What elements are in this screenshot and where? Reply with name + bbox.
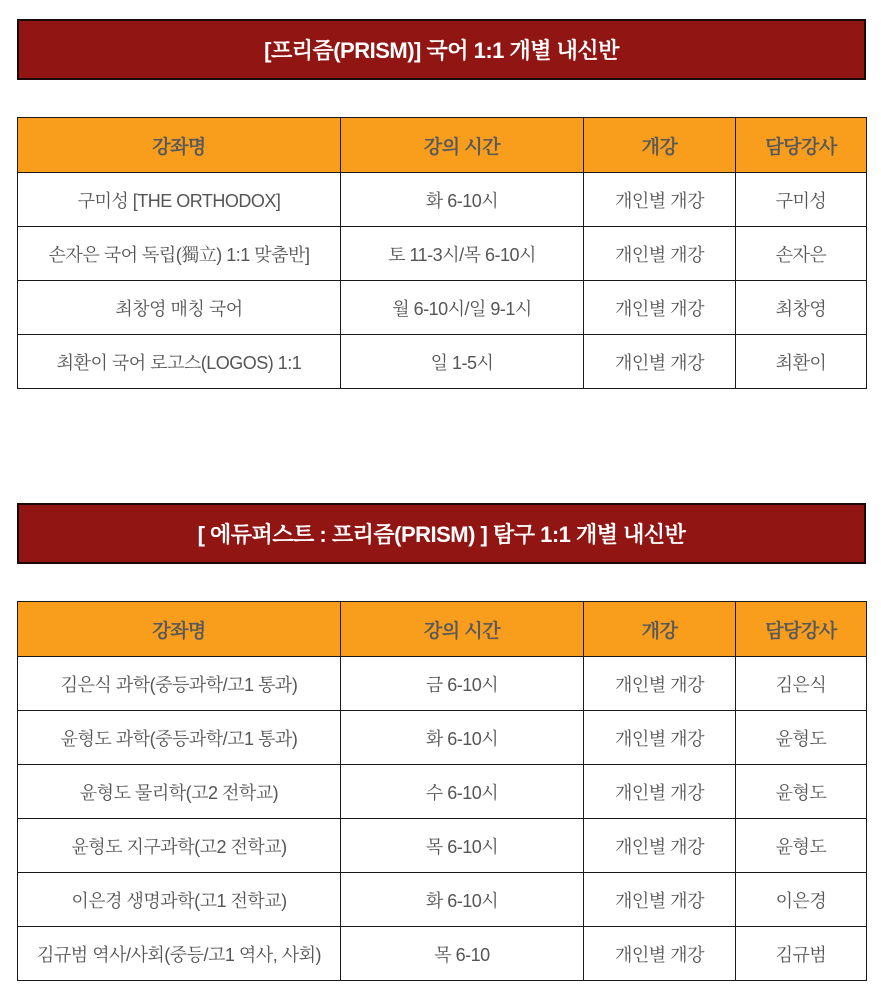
course-name-cell: 최환이 국어 로고스(LOGOS) 1:1 (18, 335, 341, 389)
spacer (17, 80, 866, 117)
instructor-cell: 윤형도 (736, 819, 867, 873)
instructor-cell: 최환이 (736, 335, 867, 389)
lecture-time-cell: 토 11-3시/목 6-10시 (341, 227, 584, 281)
course-row (18, 927, 867, 981)
column-header-instructor: 담당강사 (736, 118, 867, 173)
course-name-cell: 윤형도 물리학(고2 전학교) (18, 765, 341, 819)
inquiry-class-banner-title: [ 에듀퍼스트 : 프리즘(PRISM) ] 탐구 1:1 개별 내신반 (197, 522, 686, 547)
column-header-instructor: 담당강사 (736, 602, 867, 657)
instructor-cell: 김규범 (736, 927, 867, 981)
opening-cell: 개인별 개강 (584, 227, 736, 281)
column-header-course-name: 강좌명 (18, 602, 341, 657)
course-row (18, 765, 867, 819)
lecture-time-cell: 화 6-10시 (341, 173, 584, 227)
course-row (18, 819, 867, 873)
instructor-cell: 구미성 (736, 173, 867, 227)
korean-class-banner (17, 19, 866, 80)
course-name-cell: 윤형도 과학(중등과학/고1 통과) (18, 711, 341, 765)
opening-cell: 개인별 개강 (584, 335, 736, 389)
column-header-opening: 개강 (584, 602, 736, 657)
column-header-opening: 개강 (584, 118, 736, 173)
instructor-cell: 윤형도 (736, 711, 867, 765)
table-header-row (18, 118, 867, 173)
course-name-cell: 김은식 과학(중등과학/고1 통과) (18, 657, 341, 711)
instructor-cell: 손자은 (736, 227, 867, 281)
column-header-lecture-time: 강의 시간 (341, 118, 584, 173)
instructor-cell: 김은식 (736, 657, 867, 711)
opening-cell: 개인별 개강 (584, 173, 736, 227)
korean-class-table (17, 117, 867, 389)
course-name-cell: 최창영 매칭 국어 (18, 281, 341, 335)
column-header-lecture-time: 강의 시간 (341, 602, 584, 657)
opening-cell: 개인별 개강 (584, 819, 736, 873)
opening-cell: 개인별 개강 (584, 765, 736, 819)
course-name-cell: 손자은 국어 독립(獨立) 1:1 맞춤반] (18, 227, 341, 281)
table-header-row (18, 602, 867, 657)
course-name-cell: 김규범 역사/사회(중등/고1 역사, 사회) (18, 927, 341, 981)
instructor-cell: 최창영 (736, 281, 867, 335)
lecture-time-cell: 화 6-10시 (341, 873, 584, 927)
lecture-time-cell: 금 6-10시 (341, 657, 584, 711)
opening-cell: 개인별 개강 (584, 927, 736, 981)
lecture-time-cell: 일 1-5시 (341, 335, 584, 389)
lecture-time-cell: 수 6-10시 (341, 765, 584, 819)
lecture-time-cell: 목 6-10시 (341, 819, 584, 873)
course-name-cell: 이은경 생명과학(고1 전학교) (18, 873, 341, 927)
course-row (18, 657, 867, 711)
korean-class-banner-title: [프리즘(PRISM)] 국어 1:1 개별 내신반 (264, 38, 619, 63)
spacer (17, 564, 866, 601)
course-row (18, 281, 867, 335)
korean-class-table-body (18, 173, 867, 389)
column-header-course-name: 강좌명 (18, 118, 341, 173)
course-row (18, 711, 867, 765)
spacer (17, 389, 866, 503)
inquiry-class-table (17, 601, 867, 981)
course-row (18, 873, 867, 927)
instructor-cell: 이은경 (736, 873, 867, 927)
opening-cell: 개인별 개강 (584, 873, 736, 927)
course-row (18, 173, 867, 227)
lecture-time-cell: 목 6-10 (341, 927, 584, 981)
course-row (18, 335, 867, 389)
opening-cell: 개인별 개강 (584, 657, 736, 711)
opening-cell: 개인별 개강 (584, 711, 736, 765)
course-name-cell: 윤형도 지구과학(고2 전학교) (18, 819, 341, 873)
opening-cell: 개인별 개강 (584, 281, 736, 335)
inquiry-class-table-body (18, 657, 867, 981)
lecture-time-cell: 월 6-10시/일 9-1시 (341, 281, 584, 335)
course-row (18, 227, 867, 281)
instructor-cell: 윤형도 (736, 765, 867, 819)
course-name-cell: 구미성 [THE ORTHODOX] (18, 173, 341, 227)
inquiry-class-banner (17, 503, 866, 564)
lecture-time-cell: 화 6-10시 (341, 711, 584, 765)
